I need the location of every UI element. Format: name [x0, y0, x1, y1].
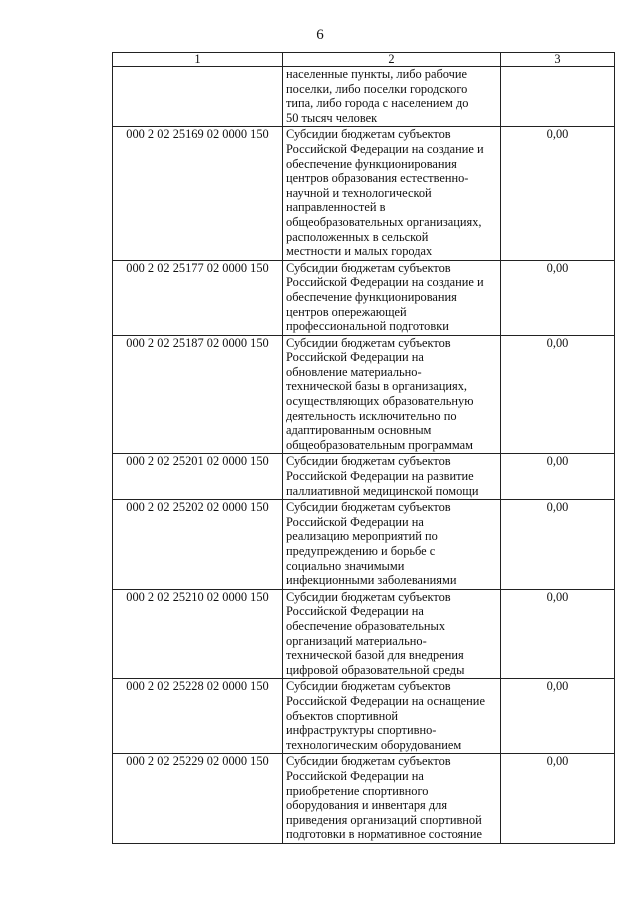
- table-row: [113, 679, 615, 754]
- header-col-1: 1: [113, 53, 283, 67]
- description-cell: Субсидии бюджетам субъектов Российской Федерации на создание и обеспечение функционирования центров опережающей профессиональной подготовки: [283, 260, 501, 335]
- amount-cell: 0,00: [501, 679, 615, 754]
- description-cell: Субсидии бюджетам субъектов Российской Федерации на обновление материально- технической базы в организациях, осуществляющих образовательную деятельность исключительно по адаптированным основным общеобразовательным программам: [283, 335, 501, 454]
- table-row: [113, 127, 615, 260]
- description-cell: Субсидии бюджетам субъектов Российской Федерации на реализацию мероприятий по предупреждению и борьбе с социально значимыми инфекционными заболеваниями: [283, 500, 501, 590]
- description-cell: Субсидии бюджетам субъектов Российской Федерации на приобретение спортивного оборудования и инвентаря для приведения организаций спортивной подготовки в нормативное состояние: [283, 754, 501, 844]
- amount-cell: 0,00: [501, 335, 615, 454]
- table-row: [113, 589, 615, 679]
- description-cell: населенные пункты, либо рабочие поселки, либо поселки городского типа, либо города с населением до 50 тысяч человек: [283, 67, 501, 127]
- budget-code-cell: 000 2 02 25202 02 0000 150: [113, 500, 283, 590]
- amount-cell: 0,00: [501, 454, 615, 500]
- budget-code-cell: 000 2 02 25169 02 0000 150: [113, 127, 283, 260]
- description-cell: Субсидии бюджетам субъектов Российской Федерации на оснащение объектов спортивной инфраструктуры спортивно- технологическим оборудованием: [283, 679, 501, 754]
- table-row: [113, 335, 615, 454]
- budget-code-cell: 000 2 02 25201 02 0000 150: [113, 454, 283, 500]
- budget-code-cell: [113, 67, 283, 127]
- amount-cell: 0,00: [501, 589, 615, 679]
- description-cell: Субсидии бюджетам субъектов Российской Федерации на обеспечение образовательных организаций материально- технической базой для внедрения цифровой образовательной среды: [283, 589, 501, 679]
- table-row: [113, 454, 615, 500]
- budget-code-cell: 000 2 02 25228 02 0000 150: [113, 679, 283, 754]
- table-row: [113, 500, 615, 590]
- amount-cell: 0,00: [501, 754, 615, 844]
- table-row: [113, 260, 615, 335]
- amount-cell: 0,00: [501, 500, 615, 590]
- budget-code-cell: 000 2 02 25229 02 0000 150: [113, 754, 283, 844]
- table-row: [113, 754, 615, 844]
- description-cell: Субсидии бюджетам субъектов Российской Федерации на развитие паллиативной медицинской помощи: [283, 454, 501, 500]
- description-cell: Субсидии бюджетам субъектов Российской Федерации на создание и обеспечение функционирования центров образования естественно- научной и технологической направленностей в общеобразовательных организациях, расположенных в сельской местности и малых городах: [283, 127, 501, 260]
- budget-code-cell: 000 2 02 25210 02 0000 150: [113, 589, 283, 679]
- page-number: 6: [316, 27, 324, 43]
- amount-cell: [501, 67, 615, 127]
- header-col-3: 3: [501, 53, 615, 67]
- budget-table: [112, 52, 615, 844]
- amount-cell: 0,00: [501, 260, 615, 335]
- header-col-2: 2: [283, 53, 501, 67]
- budget-code-cell: 000 2 02 25177 02 0000 150: [113, 260, 283, 335]
- table-row: [113, 67, 615, 127]
- table-body: [113, 53, 615, 844]
- table-header-row: [113, 53, 615, 67]
- budget-code-cell: 000 2 02 25187 02 0000 150: [113, 335, 283, 454]
- amount-cell: 0,00: [501, 127, 615, 260]
